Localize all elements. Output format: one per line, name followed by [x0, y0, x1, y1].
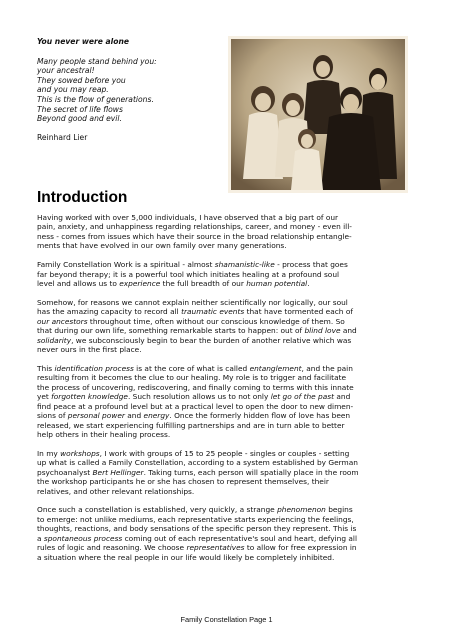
text-run: and — [340, 326, 357, 336]
text-line — [37, 222, 419, 231]
poem-line: The secret of life flows — [37, 104, 123, 114]
text-run: level and allows us to — [37, 279, 120, 289]
text-line — [37, 383, 419, 392]
poem-line: This is the flow of generations. — [37, 94, 154, 104]
poem-author: Reinhard Lier — [37, 132, 88, 142]
poem-line: and you may reap. — [37, 85, 109, 95]
poem-title: You never were alone — [37, 37, 130, 46]
text-line — [37, 487, 419, 496]
text-line — [37, 543, 419, 552]
text-line — [37, 505, 419, 514]
text-run: Somehow, for reasons we cannot explain neither scientifically nor logically, our soul — [37, 297, 348, 307]
text-line — [37, 232, 419, 241]
text-run: pain, anxiety, and unhappiness regarding relationships, career, and money - even ill- — [37, 222, 352, 232]
emphasis-text: representatives — [186, 543, 245, 553]
emphasis-text: let go of the past — [270, 392, 335, 402]
text-run: never ours in the first place. — [37, 345, 142, 355]
text-run: This — [37, 363, 55, 373]
body-text — [37, 213, 419, 571]
text-line — [37, 279, 419, 288]
text-run: , I work with groups of 15 to 25 people - singles or couples - setting — [99, 448, 350, 458]
text-line — [37, 307, 419, 316]
emphasis-text: our ancestors — [37, 316, 88, 326]
text-run: resulting from it becomes the clue to our healing. My role is to trigger and facilitate — [37, 373, 347, 383]
text-line — [37, 241, 419, 250]
emphasis-text: traumatic events — [181, 307, 245, 317]
text-run: yet — [37, 392, 52, 402]
text-run: far beyond therapy; it is a powerful tool which initiates healing at a profound soul — [37, 269, 340, 279]
text-run: released, we start experiencing fulfilling partnerships and are in turn able to better — [37, 420, 345, 430]
text-line — [37, 449, 419, 458]
text-run: up what is called a Family Constellation, according to a system established by German — [37, 458, 358, 468]
text-run: has the amazing capacity to record all — [37, 307, 182, 317]
text-line — [37, 364, 419, 373]
body-paragraph — [37, 260, 419, 288]
text-line — [37, 326, 419, 335]
text-line — [37, 524, 419, 533]
text-line — [37, 270, 419, 279]
text-line — [37, 402, 419, 411]
text-run: the workshop participants he or she has chosen to represent themselves, their — [37, 477, 329, 487]
emphasis-text: experience — [119, 279, 161, 289]
text-run: the full breadth of our — [160, 279, 247, 289]
text-line — [37, 477, 419, 486]
emphasis-text: personal power — [67, 411, 125, 421]
page-footer: Family Constellation Page 1 — [180, 615, 273, 624]
text-run: to emerge: not unlike mediums, each representative starts experiencing the feelings, — [37, 514, 354, 524]
text-run: to allow for free expression in — [244, 543, 357, 553]
poem-line: They sowed before you — [37, 75, 126, 85]
text-line — [37, 260, 419, 269]
text-run: find peace at a profound level but at a practical level to open the door to new dimen- — [37, 401, 354, 411]
text-line — [37, 411, 419, 420]
family-photo-image — [231, 39, 405, 190]
text-run: ments that have evolved in our own family over many generations. — [37, 241, 287, 251]
section-heading: Introduction — [37, 189, 128, 206]
text-run: psychoanalyst — [37, 467, 93, 477]
text-run: throughout time, often without our conscious knowledge of them. So — [87, 316, 345, 326]
text-line — [37, 373, 419, 382]
emphasis-text: blind love — [304, 326, 341, 336]
text-run: , we subconsciously begin to bear the burden of another relative which was — [71, 335, 352, 345]
text-line — [37, 553, 419, 562]
poem-line: Many people stand behind you: — [37, 56, 157, 66]
text-run: relatives, and other relevant relationships. — [37, 486, 195, 496]
text-run: Family Constellation Work is a spiritual - almost — [37, 260, 215, 270]
text-run: a — [37, 533, 44, 543]
text-run: and — [334, 392, 351, 402]
text-run: is at the core of what is called — [133, 363, 250, 373]
text-run: . — [307, 279, 310, 289]
family-photo — [228, 36, 408, 193]
text-line — [37, 298, 419, 307]
text-run: thoughts, reactions, and body sensations of the specific person they represent. This is — [37, 524, 357, 534]
text-line — [37, 336, 419, 345]
text-run: that have tormented each of — [244, 307, 353, 317]
emphasis-text: identification process — [54, 363, 134, 373]
text-run: . Once the formerly hidden flow of love has been — [169, 411, 351, 421]
text-run: . Taking turns, each person will spatially place in the room — [143, 467, 359, 477]
text-run: the process of uncovering, rediscovering, and finally coming to terms with this innate — [37, 382, 354, 392]
epigraph-poem — [37, 37, 217, 142]
poem-line: your ancestral! — [37, 66, 95, 76]
text-line — [37, 430, 419, 439]
emphasis-text: entanglement — [249, 363, 302, 373]
text-run: rules of logic and reasoning. We choose — [37, 543, 187, 553]
body-paragraph — [37, 449, 419, 496]
body-paragraph — [37, 298, 419, 355]
text-run: - process that goes — [274, 260, 348, 270]
text-run: that during our own life, something remarkable starts to happen: out of — [37, 326, 305, 336]
emphasis-text: shamanistic-like — [214, 260, 275, 270]
text-line — [37, 458, 419, 467]
text-run: a situation where the real people in our life would likely be completely inhibited. — [37, 552, 335, 562]
emphasis-text: forgotten knowledge — [51, 392, 128, 402]
emphasis-text: Bert Hellinger — [92, 467, 144, 477]
text-run: Having worked with over 5,000 individuals, I have observed that a big part of our — [37, 213, 339, 222]
text-line — [37, 534, 419, 543]
text-line — [37, 213, 419, 222]
text-line — [37, 515, 419, 524]
poem-line: Beyond good and evil. — [37, 114, 122, 124]
text-line — [37, 421, 419, 430]
text-run: In my — [37, 448, 61, 458]
text-run: and — [124, 411, 144, 421]
text-run: . Such resolution allows us to not only — [127, 392, 271, 402]
text-run: ness - comes from issues which have their source in the broad relationship entangle- — [37, 231, 352, 241]
body-paragraph — [37, 213, 419, 251]
emphasis-text: phenomenon — [277, 505, 326, 515]
text-run: , and the pain — [301, 363, 353, 373]
emphasis-text: spontaneous process — [43, 533, 123, 543]
text-run: begins — [325, 505, 353, 515]
body-paragraph — [37, 505, 419, 562]
text-line — [37, 392, 419, 401]
text-line — [37, 317, 419, 326]
text-run: help others in their healing process. — [37, 429, 171, 439]
text-line — [37, 468, 419, 477]
emphasis-text: solidarity — [37, 335, 72, 345]
body-paragraph — [37, 364, 419, 440]
emphasis-text: human potential — [246, 279, 308, 289]
text-run: Once such a constellation is established, very quickly, a strange — [37, 505, 278, 515]
text-run: coming out of each representative's soul and heart, defying all — [122, 533, 358, 543]
emphasis-text: energy — [143, 411, 170, 421]
text-line — [37, 345, 419, 354]
emphasis-text: workshops — [60, 448, 100, 458]
text-run: sions of — [37, 411, 68, 421]
